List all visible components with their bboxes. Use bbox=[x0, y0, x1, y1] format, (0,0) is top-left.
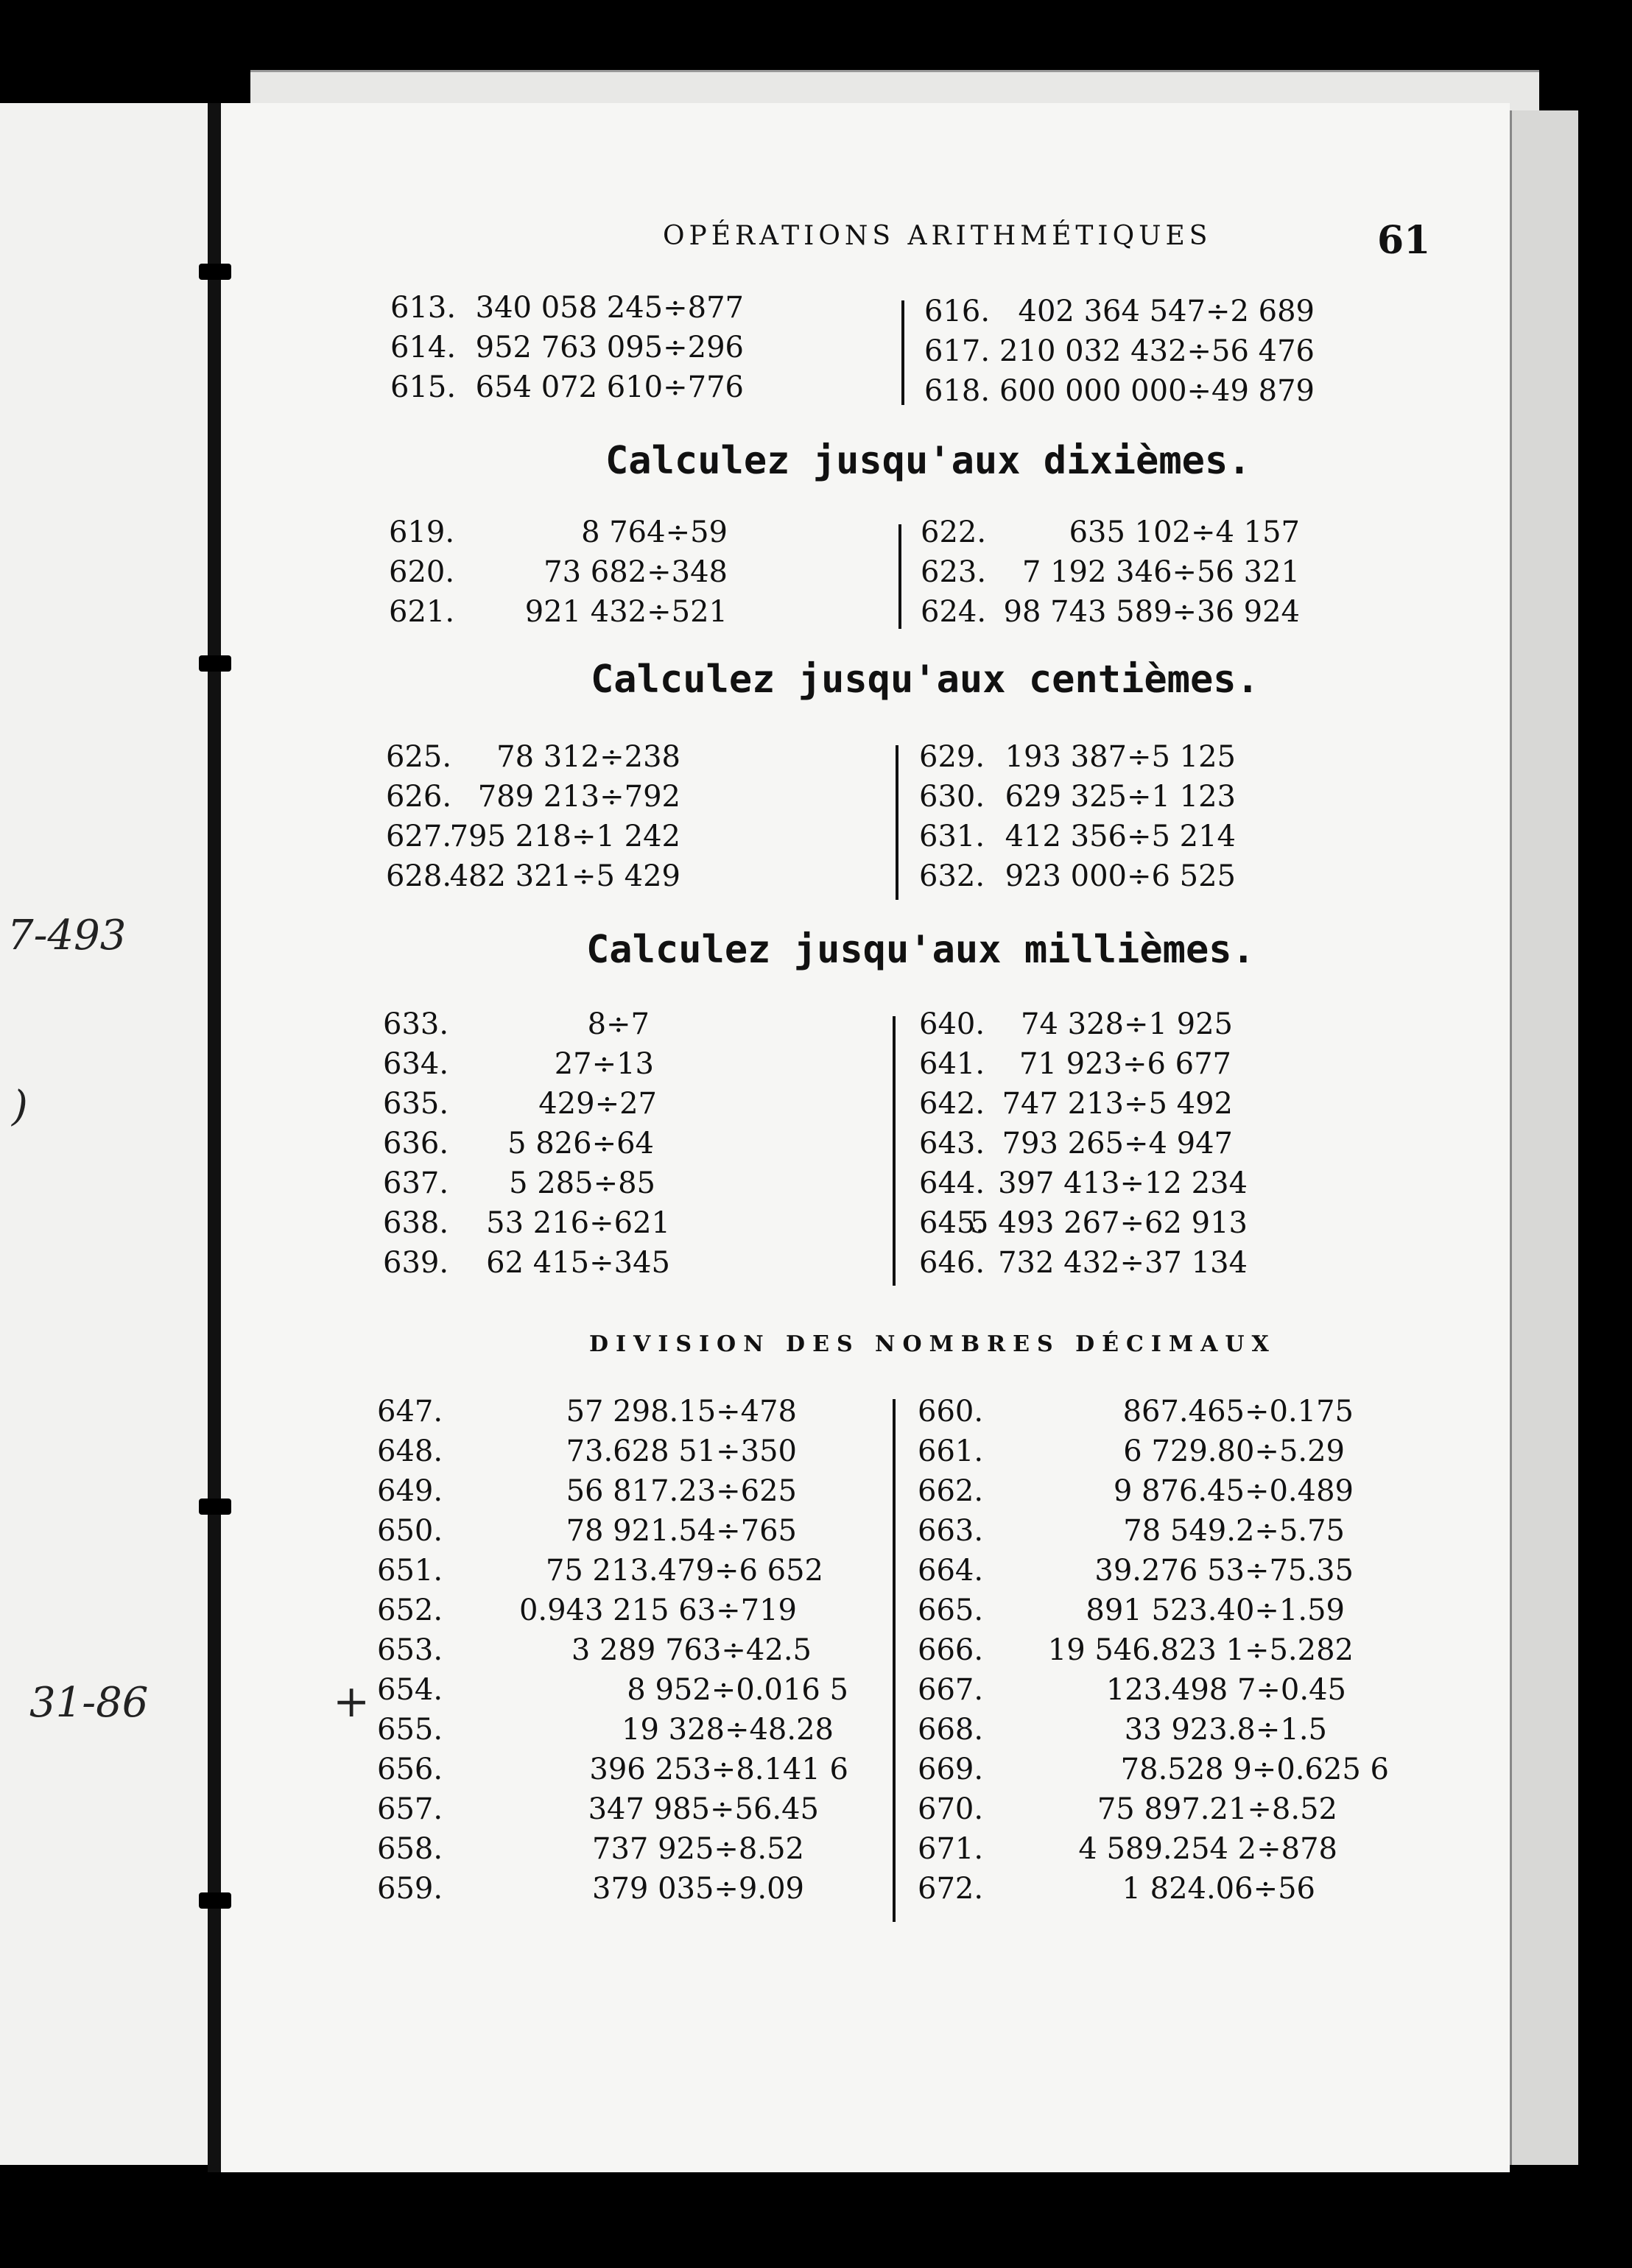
exercise-number: 647. bbox=[377, 1395, 443, 1429]
exercise-list-right bbox=[924, 295, 1315, 414]
exercise-number: 635. bbox=[383, 1087, 449, 1121]
exercise-number: 664. bbox=[918, 1554, 984, 1588]
exercise-row bbox=[919, 1166, 1248, 1206]
exercise-row bbox=[383, 1246, 670, 1286]
margin-note: ) bbox=[12, 1082, 28, 1130]
exercise-number: 621. bbox=[389, 595, 455, 629]
exercise-number: 667. bbox=[918, 1673, 984, 1707]
exercise-number: 649. bbox=[377, 1474, 443, 1508]
book-spine bbox=[208, 103, 221, 2172]
exercise-expression: 891 523.40÷1.59 bbox=[1086, 1593, 1345, 1627]
exercise-row bbox=[377, 1713, 848, 1753]
column-divider bbox=[898, 524, 901, 629]
exercise-number: 614. bbox=[390, 331, 457, 364]
exercise-expression: 78.528 9÷0.625 6 bbox=[1120, 1753, 1389, 1786]
exercise-number: 666. bbox=[918, 1633, 984, 1667]
exercise-expression: 737 925÷8.52 bbox=[592, 1832, 804, 1866]
exercise-row bbox=[919, 1007, 1248, 1047]
exercise-row bbox=[919, 780, 1236, 820]
exercise-number: 634. bbox=[383, 1047, 449, 1081]
exercise-expression: 629 325÷1 123 bbox=[1005, 780, 1236, 814]
exercise-row bbox=[389, 515, 728, 555]
exercise-row bbox=[383, 1007, 670, 1047]
exercise-number: 661. bbox=[918, 1434, 984, 1468]
exercise-number: 656. bbox=[377, 1753, 443, 1786]
exercise-row bbox=[377, 1395, 848, 1434]
exercise-expression: 793 265÷4 947 bbox=[1002, 1127, 1233, 1161]
exercise-expression: 7 192 346÷56 321 bbox=[1021, 555, 1300, 589]
exercise-number: 672. bbox=[918, 1872, 984, 1906]
exercise-expression: 5 493 267÷62 913 bbox=[969, 1206, 1248, 1240]
exercise-row bbox=[919, 1206, 1248, 1246]
exercise-expression: 4 589.254 2÷878 bbox=[1078, 1832, 1337, 1866]
binding-thread bbox=[199, 1892, 231, 1909]
exercise-row bbox=[918, 1633, 1389, 1673]
exercise-expression: 75 897.21÷8.52 bbox=[1097, 1792, 1337, 1826]
exercise-number: 630. bbox=[919, 780, 985, 814]
exercise-row bbox=[918, 1474, 1389, 1514]
exercise-number: 653. bbox=[377, 1633, 443, 1667]
exercise-number: 671. bbox=[918, 1832, 984, 1866]
exercise-number: 622. bbox=[921, 515, 987, 549]
exercise-number: 659. bbox=[377, 1872, 443, 1906]
exercise-expression: 396 253÷8.141 6 bbox=[589, 1753, 848, 1786]
exercise-expression: 27÷13 bbox=[554, 1047, 654, 1081]
exercise-expression: 795 218÷1 242 bbox=[449, 820, 680, 853]
page-number: 61 bbox=[1377, 218, 1431, 263]
binding-thread bbox=[199, 1498, 231, 1515]
exercise-expression: 78 312÷238 bbox=[496, 740, 680, 774]
exercise-number: 637. bbox=[383, 1166, 449, 1200]
exercise-number: 654. bbox=[377, 1673, 443, 1707]
exercise-expression: 9 876.45÷0.489 bbox=[1113, 1474, 1354, 1508]
page-edge-right bbox=[1510, 110, 1578, 2165]
exercise-number: 657. bbox=[377, 1792, 443, 1826]
exercise-row bbox=[377, 1633, 848, 1673]
exercise-number: 655. bbox=[377, 1713, 443, 1747]
exercise-list-left bbox=[383, 1007, 670, 1286]
exercise-row bbox=[386, 859, 680, 899]
exercise-row bbox=[924, 374, 1315, 414]
column-divider bbox=[901, 300, 904, 405]
exercise-number: 650. bbox=[377, 1514, 443, 1548]
exercise-row bbox=[390, 291, 744, 331]
exercise-row bbox=[918, 1434, 1389, 1474]
exercise-row bbox=[377, 1792, 848, 1832]
exercise-row bbox=[383, 1166, 670, 1206]
exercise-row bbox=[377, 1474, 848, 1514]
exercise-row bbox=[377, 1434, 848, 1474]
exercise-number: 644. bbox=[919, 1166, 985, 1200]
exercise-expression: 8 764÷59 bbox=[581, 515, 728, 549]
exercise-number: 643. bbox=[919, 1127, 985, 1161]
exercise-list-left bbox=[390, 291, 744, 410]
exercise-number: 620. bbox=[389, 555, 455, 589]
exercise-list-left bbox=[377, 1395, 848, 1912]
exercise-number: 663. bbox=[918, 1514, 984, 1548]
exercise-expression: 1 824.06÷56 bbox=[1122, 1872, 1315, 1906]
exercise-expression: 867.465÷0.175 bbox=[1122, 1395, 1354, 1429]
exercise-number: 629. bbox=[919, 740, 985, 774]
exercise-row bbox=[924, 334, 1315, 374]
exercise-number: 658. bbox=[377, 1832, 443, 1866]
exercise-row bbox=[383, 1087, 670, 1127]
exercise-expression: 654 072 610÷776 bbox=[475, 370, 744, 404]
binding-thread bbox=[199, 264, 231, 280]
exercise-row bbox=[386, 780, 680, 820]
exercise-number: 619. bbox=[389, 515, 455, 549]
exercise-number: 638. bbox=[383, 1206, 449, 1240]
exercise-expression: 347 985÷56.45 bbox=[588, 1792, 819, 1826]
exercise-row bbox=[386, 740, 680, 780]
exercise-expression: 732 432÷37 134 bbox=[998, 1246, 1248, 1280]
margin-note-plus: + bbox=[333, 1676, 370, 1728]
exercise-row bbox=[918, 1514, 1389, 1554]
exercise-number: 623. bbox=[921, 555, 987, 589]
exercise-expression: 75 213.479÷6 652 bbox=[545, 1554, 823, 1588]
exercise-expression: 73 682÷348 bbox=[544, 555, 728, 589]
exercise-expression: 193 387÷5 125 bbox=[1005, 740, 1236, 774]
margin-note: 7-493 bbox=[7, 912, 127, 959]
exercise-number: 646. bbox=[919, 1246, 985, 1280]
exercise-expression: 397 413÷12 234 bbox=[998, 1166, 1248, 1200]
exercise-number: 669. bbox=[918, 1753, 984, 1786]
exercise-row bbox=[377, 1593, 848, 1633]
exercise-row bbox=[919, 740, 1236, 780]
exercise-expression: 3 289 763÷42.5 bbox=[571, 1633, 812, 1667]
exercise-expression: 33 923.8÷1.5 bbox=[1124, 1713, 1327, 1747]
exercise-number: 639. bbox=[383, 1246, 449, 1280]
exercise-expression: 57 298.15÷478 bbox=[566, 1395, 797, 1429]
exercise-number: 636. bbox=[383, 1127, 449, 1161]
exercise-expression: 0.943 215 63÷719 bbox=[518, 1593, 797, 1627]
exercise-expression: 53 216÷621 bbox=[486, 1206, 670, 1240]
exercise-number: 617. bbox=[924, 334, 991, 368]
exercise-number: 613. bbox=[390, 291, 457, 325]
exercise-row bbox=[918, 1832, 1389, 1872]
exercise-row bbox=[377, 1673, 848, 1713]
exercise-list-right bbox=[918, 1395, 1389, 1912]
exercise-expression: 412 356÷5 214 bbox=[1005, 820, 1236, 853]
exercise-expression: 379 035÷9.09 bbox=[592, 1872, 804, 1906]
exercise-row bbox=[919, 1087, 1248, 1127]
exercise-number: 651. bbox=[377, 1554, 443, 1588]
section-title: Calculez jusqu'aux dixièmes. bbox=[605, 439, 1251, 483]
exercise-expression: 78 549.2÷5.75 bbox=[1123, 1514, 1345, 1548]
exercise-number: 628. bbox=[386, 859, 452, 893]
exercise-expression: 78 921.54÷765 bbox=[566, 1514, 797, 1548]
exercise-number: 625. bbox=[386, 740, 452, 774]
exercise-number: 640. bbox=[919, 1007, 985, 1041]
exercise-number: 660. bbox=[918, 1395, 984, 1429]
column-divider bbox=[893, 1399, 896, 1922]
exercise-expression: 5 826÷64 bbox=[507, 1127, 654, 1161]
exercise-number: 624. bbox=[921, 595, 987, 629]
exercise-expression: 74 328÷1 925 bbox=[1021, 1007, 1233, 1041]
exercise-number: 662. bbox=[918, 1474, 984, 1508]
exercise-row bbox=[377, 1514, 848, 1554]
exercise-expression: 123.498 7÷0.45 bbox=[1105, 1673, 1346, 1707]
exercise-number: 615. bbox=[390, 370, 457, 404]
exercise-expression: 8 952÷0.016 5 bbox=[627, 1673, 848, 1707]
exercise-expression: 747 213÷5 492 bbox=[1002, 1087, 1233, 1121]
exercise-row bbox=[377, 1753, 848, 1792]
exercise-list-left bbox=[389, 515, 728, 635]
exercise-expression: 62 415÷345 bbox=[486, 1246, 670, 1280]
exercise-number: 642. bbox=[919, 1087, 985, 1121]
exercise-row bbox=[924, 295, 1315, 334]
exercise-row bbox=[919, 1246, 1248, 1286]
exercise-row bbox=[377, 1872, 848, 1912]
exercise-expression: 635 102÷4 157 bbox=[1069, 515, 1300, 549]
exercise-expression: 340 058 245÷877 bbox=[475, 291, 744, 325]
exercise-expression: 921 432÷521 bbox=[524, 595, 728, 629]
exercise-number: 652. bbox=[377, 1593, 443, 1627]
exercise-number: 665. bbox=[918, 1593, 984, 1627]
exercise-list-left bbox=[386, 740, 680, 899]
exercise-row bbox=[918, 1753, 1389, 1792]
exercise-expression: 39.276 53÷75.35 bbox=[1094, 1554, 1354, 1588]
exercise-expression: 402 364 547÷2 689 bbox=[1018, 295, 1315, 328]
exercise-number: 641. bbox=[919, 1047, 985, 1081]
section-title: Calculez jusqu'aux centièmes. bbox=[591, 658, 1259, 702]
exercise-number: 632. bbox=[919, 859, 985, 893]
exercise-number: 626. bbox=[386, 780, 452, 814]
exercise-list-right bbox=[921, 515, 1300, 635]
exercise-expression: 8÷7 bbox=[587, 1007, 650, 1041]
exercise-number: 645. bbox=[919, 1206, 985, 1240]
exercise-row bbox=[921, 595, 1300, 635]
exercise-expression: 429÷27 bbox=[538, 1087, 657, 1121]
exercise-row bbox=[390, 370, 744, 410]
exercise-expression: 19 328÷48.28 bbox=[622, 1713, 834, 1747]
exercise-number: 627. bbox=[386, 820, 452, 853]
exercise-row bbox=[919, 820, 1236, 859]
facing-page bbox=[0, 103, 221, 2165]
exercise-row bbox=[390, 331, 744, 370]
exercise-row bbox=[389, 555, 728, 595]
exercise-expression: 600 000 000÷49 879 bbox=[999, 374, 1315, 408]
column-divider bbox=[896, 745, 898, 900]
exercise-row bbox=[921, 515, 1300, 555]
exercise-expression: 5 285÷85 bbox=[509, 1166, 655, 1200]
section-title: DIVISION DES NOMBRES DÉCIMAUX bbox=[589, 1331, 1276, 1357]
exercise-row bbox=[383, 1206, 670, 1246]
exercise-row bbox=[918, 1792, 1389, 1832]
exercise-number: 633. bbox=[383, 1007, 449, 1041]
exercise-row bbox=[918, 1593, 1389, 1633]
binding-thread bbox=[199, 655, 231, 672]
exercise-row bbox=[377, 1832, 848, 1872]
exercise-expression: 56 817.23÷625 bbox=[566, 1474, 797, 1508]
exercise-row bbox=[383, 1047, 670, 1087]
exercise-list-right bbox=[919, 1007, 1248, 1286]
exercise-expression: 71 923÷6 677 bbox=[1019, 1047, 1231, 1081]
exercise-row bbox=[918, 1872, 1389, 1912]
exercise-number: 618. bbox=[924, 374, 991, 408]
exercise-number: 648. bbox=[377, 1434, 443, 1468]
exercise-expression: 952 763 095÷296 bbox=[475, 331, 744, 364]
exercise-row bbox=[383, 1127, 670, 1166]
exercise-expression: 6 729.80÷5.29 bbox=[1123, 1434, 1345, 1468]
exercise-number: 670. bbox=[918, 1792, 984, 1826]
exercise-row bbox=[918, 1673, 1389, 1713]
exercise-row bbox=[377, 1554, 848, 1593]
exercise-expression: 19 546.823 1÷5.282 bbox=[1047, 1633, 1354, 1667]
exercise-number: 631. bbox=[919, 820, 985, 853]
exercise-row bbox=[386, 820, 680, 859]
exercise-expression: 210 032 432÷56 476 bbox=[999, 334, 1315, 368]
exercise-expression: 73.628 51÷350 bbox=[566, 1434, 797, 1468]
column-divider bbox=[893, 1016, 896, 1286]
exercise-row bbox=[918, 1395, 1389, 1434]
exercise-expression: 923 000÷6 525 bbox=[1005, 859, 1236, 893]
exercise-row bbox=[918, 1713, 1389, 1753]
exercise-number: 668. bbox=[918, 1713, 984, 1747]
exercise-row bbox=[919, 859, 1236, 899]
exercise-row bbox=[389, 595, 728, 635]
margin-note: 31-86 bbox=[29, 1679, 149, 1727]
exercise-row bbox=[921, 555, 1300, 595]
exercise-expression: 482 321÷5 429 bbox=[449, 859, 680, 893]
running-head: OPÉRATIONS ARITHMÉTIQUES bbox=[663, 221, 1212, 251]
exercise-row bbox=[918, 1554, 1389, 1593]
section-title: Calculez jusqu'aux millièmes. bbox=[586, 928, 1255, 972]
exercise-list-right bbox=[919, 740, 1236, 899]
exercise-row bbox=[919, 1127, 1248, 1166]
exercise-expression: 789 213÷792 bbox=[477, 780, 680, 814]
exercise-expression: 98 743 589÷36 924 bbox=[1003, 595, 1300, 629]
exercise-row bbox=[919, 1047, 1248, 1087]
exercise-number: 616. bbox=[924, 295, 991, 328]
